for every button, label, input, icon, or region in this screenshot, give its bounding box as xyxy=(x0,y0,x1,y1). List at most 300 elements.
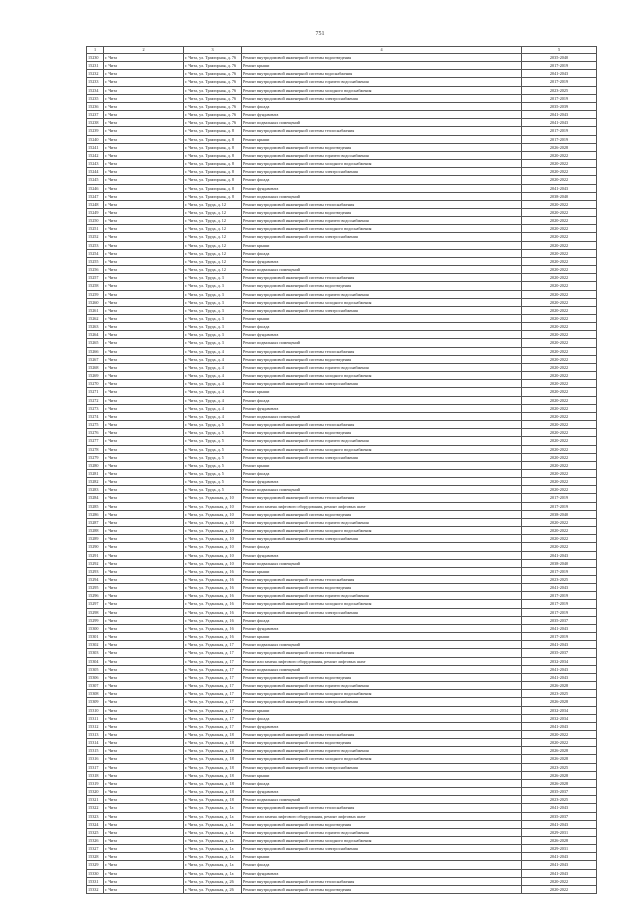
row-number-cell: 15306 xyxy=(87,673,104,681)
planned-period-cell: 2020-2022 xyxy=(522,151,597,159)
row-number-cell: 15290 xyxy=(87,543,104,551)
table-row xyxy=(87,551,597,559)
address-cell: г. Чита, ул. Труда, д. 12 xyxy=(184,208,242,216)
row-number-cell: 15324 xyxy=(87,820,104,828)
municipality-cell: г. Чита xyxy=(104,184,184,192)
address-cell: г. Чита, ул. Угданская, д. 18 xyxy=(184,730,242,738)
address-cell: г. Чита, ул. Угданская, д. 1а xyxy=(184,820,242,828)
work-type-cell: Ремонт внутридомовой инженерной системы холодного водоснабжения xyxy=(242,755,522,763)
address-cell: г. Чита, ул. Тракторная, д. 76 xyxy=(184,54,242,62)
work-type-cell: Ремонт внутридомовой инженерной системы теплоснабжения xyxy=(242,127,522,135)
municipality-cell: г. Чита xyxy=(104,730,184,738)
row-number-cell: 15265 xyxy=(87,339,104,347)
work-type-cell: Ремонт внутридомовой инженерной системы водоотведения xyxy=(242,510,522,518)
planned-period-cell: 2026-2028 xyxy=(522,837,597,845)
work-type-cell: Ремонт фундамента xyxy=(242,331,522,339)
table-row xyxy=(87,241,597,249)
work-type-cell: Ремонт внутридомовой инженерной системы водоотведения xyxy=(242,282,522,290)
row-number-cell: 15329 xyxy=(87,861,104,869)
municipality-cell: г. Чита xyxy=(104,421,184,429)
work-type-cell: Ремонт внутридомовой инженерной системы холодного водоснабжения xyxy=(242,600,522,608)
row-number-cell: 15328 xyxy=(87,853,104,861)
municipality-cell: г. Чита xyxy=(104,478,184,486)
row-number-cell: 15282 xyxy=(87,478,104,486)
address-cell: г. Чита, ул. Угданская, д. 10 xyxy=(184,535,242,543)
row-number-cell: 15255 xyxy=(87,257,104,265)
work-type-cell: Ремонт внутридомовой инженерной системы водоотведения xyxy=(242,143,522,151)
work-type-cell: Ремонт внутридомовой инженерной системы электроснабжения xyxy=(242,763,522,771)
row-number-cell: 15316 xyxy=(87,755,104,763)
planned-period-cell: 2032-2034 xyxy=(522,706,597,714)
municipality-cell: г. Чита xyxy=(104,176,184,184)
planned-period-cell: 2017-2019 xyxy=(522,494,597,502)
table-row xyxy=(87,160,597,168)
municipality-cell: г. Чита xyxy=(104,820,184,828)
address-cell: г. Чита, ул. Тракторная, д. 8 xyxy=(184,176,242,184)
planned-period-cell: 2020-2022 xyxy=(522,388,597,396)
planned-period-cell: 2023-2025 xyxy=(522,763,597,771)
work-type-cell: Ремонт фундамента xyxy=(242,478,522,486)
address-cell: г. Чита, ул. Труда, д. 3 xyxy=(184,290,242,298)
planned-period-cell: 2041-2043 xyxy=(522,184,597,192)
planned-period-cell: 2020-2022 xyxy=(522,461,597,469)
municipality-cell: г. Чита xyxy=(104,437,184,445)
work-type-cell: Ремонт фундамента xyxy=(242,624,522,632)
table-row xyxy=(87,184,597,192)
planned-period-cell: 2017-2019 xyxy=(522,633,597,641)
row-number-cell: 15332 xyxy=(87,885,104,893)
row-number-cell: 15283 xyxy=(87,486,104,494)
planned-period-cell: 2041-2043 xyxy=(522,869,597,877)
address-cell: г. Чита, ул. Труда, д. 3 xyxy=(184,323,242,331)
address-cell: г. Чита, ул. Труда, д. 12 xyxy=(184,217,242,225)
municipality-cell: г. Чита xyxy=(104,665,184,673)
municipality-cell: г. Чита xyxy=(104,877,184,885)
municipality-cell: г. Чита xyxy=(104,633,184,641)
planned-period-cell: 2038-2040 xyxy=(522,192,597,200)
municipality-cell: г. Чита xyxy=(104,78,184,86)
table-row xyxy=(87,559,597,567)
row-number-cell: 15253 xyxy=(87,241,104,249)
work-type-cell: Ремонт внутридомовой инженерной системы холодного водоснабжения xyxy=(242,837,522,845)
row-number-cell: 15303 xyxy=(87,649,104,657)
work-type-cell: Ремонт крыши xyxy=(242,771,522,779)
address-cell: г. Чита, ул. Труда, д. 4 xyxy=(184,380,242,388)
planned-period-cell: 2041-2043 xyxy=(522,820,597,828)
row-number-cell: 15256 xyxy=(87,266,104,274)
row-number-cell: 15264 xyxy=(87,331,104,339)
work-type-cell: Ремонт внутридомовой инженерной системы холодного водоснабжения xyxy=(242,690,522,698)
planned-period-cell: 2035-2037 xyxy=(522,649,597,657)
row-number-cell: 15312 xyxy=(87,722,104,730)
address-cell: г. Чита, ул. Угданская, д. 17 xyxy=(184,690,242,698)
planned-period-cell: 2020-2022 xyxy=(522,429,597,437)
table-row xyxy=(87,461,597,469)
table-row xyxy=(87,722,597,730)
table-row xyxy=(87,567,597,575)
row-number-cell: 15308 xyxy=(87,690,104,698)
table-row xyxy=(87,347,597,355)
address-cell: г. Чита, ул. Угданская, д. 17 xyxy=(184,722,242,730)
table-row xyxy=(87,747,597,755)
planned-period-cell: 2020-2022 xyxy=(522,323,597,331)
row-number-cell: 15286 xyxy=(87,510,104,518)
address-cell: г. Чита, ул. Труда, д. 12 xyxy=(184,257,242,265)
municipality-cell: г. Чита xyxy=(104,592,184,600)
municipality-cell: г. Чита xyxy=(104,388,184,396)
table-row xyxy=(87,624,597,632)
address-cell: г. Чита, ул. Тракторная, д. 76 xyxy=(184,62,242,70)
municipality-cell: г. Чита xyxy=(104,739,184,747)
work-type-cell: Ремонт внутридомовой инженерной системы горячего водоснабжения xyxy=(242,151,522,159)
work-type-cell: Ремонт внутридомовой инженерной системы водоснабжения xyxy=(242,70,522,78)
address-cell: г. Чита, ул. Тракторная, д. 8 xyxy=(184,135,242,143)
address-cell: г. Чита, ул. Угданская, д. 16 xyxy=(184,600,242,608)
municipality-cell: г. Чита xyxy=(104,363,184,371)
table-row xyxy=(87,355,597,363)
municipality-cell: г. Чита xyxy=(104,804,184,812)
planned-period-cell: 2035-2039 xyxy=(522,102,597,110)
address-cell: г. Чита, ул. Тракторная, д. 76 xyxy=(184,102,242,110)
row-number-cell: 15294 xyxy=(87,576,104,584)
table-row xyxy=(87,388,597,396)
work-type-cell: Ремонт фундамента xyxy=(242,184,522,192)
work-type-cell: Ремонт внутридомовой инженерной системы электроснабжения xyxy=(242,698,522,706)
planned-period-cell: 2017-2019 xyxy=(522,127,597,135)
work-type-cell: Ремонт внутридомовой инженерной системы теплоснабжения xyxy=(242,877,522,885)
address-cell: г. Чита, ул. Тракторная, д. 76 xyxy=(184,94,242,102)
table-row xyxy=(87,714,597,722)
municipality-cell: г. Чита xyxy=(104,494,184,502)
address-cell: г. Чита, ул. Труда, д. 4 xyxy=(184,404,242,412)
row-number-cell: 15300 xyxy=(87,624,104,632)
planned-period-cell: 2020-2022 xyxy=(522,469,597,477)
row-number-cell: 15287 xyxy=(87,518,104,526)
table-row xyxy=(87,151,597,159)
planned-period-cell: 2020-2022 xyxy=(522,241,597,249)
planned-period-cell: 2041-2043 xyxy=(522,70,597,78)
address-cell: г. Чита, ул. Угданская, д. 16 xyxy=(184,592,242,600)
table-row xyxy=(87,608,597,616)
municipality-cell: г. Чита xyxy=(104,315,184,323)
planned-period-cell: 2023-2025 xyxy=(522,796,597,804)
table-row xyxy=(87,820,597,828)
table-row xyxy=(87,445,597,453)
table-row xyxy=(87,257,597,265)
table-row xyxy=(87,363,597,371)
address-cell: г. Чита, ул. Тракторная, д. 8 xyxy=(184,151,242,159)
municipality-cell: г. Чита xyxy=(104,331,184,339)
address-cell: г. Чита, ул. Тракторная, д. 76 xyxy=(184,86,242,94)
address-cell: г. Чита, ул. Труда, д. 4 xyxy=(184,372,242,380)
planned-period-cell: 2020-2022 xyxy=(522,730,597,738)
row-number-cell: 15238 xyxy=(87,119,104,127)
planned-period-cell: 2020-2022 xyxy=(522,298,597,306)
address-cell: г. Чита, ул. Угданская, д. 26 xyxy=(184,885,242,893)
row-number-cell: 15317 xyxy=(87,763,104,771)
table-row xyxy=(87,62,597,70)
planned-period-cell: 2020-2022 xyxy=(522,339,597,347)
work-type-cell: Ремонт фасада xyxy=(242,323,522,331)
table-row xyxy=(87,518,597,526)
planned-period-cell: 2020-2022 xyxy=(522,527,597,535)
table-row xyxy=(87,543,597,551)
planned-period-cell: 2041-2043 xyxy=(522,861,597,869)
row-number-cell: 15267 xyxy=(87,355,104,363)
planned-period-cell: 2020-2022 xyxy=(522,315,597,323)
work-type-cell: Ремонт внутридомовой инженерной системы водоотведения xyxy=(242,739,522,747)
municipality-cell: г. Чита xyxy=(104,706,184,714)
municipality-cell: г. Чита xyxy=(104,837,184,845)
planned-period-cell: 2026-2028 xyxy=(522,143,597,151)
table-row xyxy=(87,779,597,787)
address-cell: г. Чита, ул. Труда, д. 3 xyxy=(184,282,242,290)
row-number-cell: 15250 xyxy=(87,217,104,225)
work-type-cell: Ремонт фасада xyxy=(242,861,522,869)
planned-period-cell: 2020-2022 xyxy=(522,274,597,282)
municipality-cell: г. Чита xyxy=(104,54,184,62)
table-row xyxy=(87,119,597,127)
table-row xyxy=(87,111,597,119)
row-number-cell: 15330 xyxy=(87,869,104,877)
table-row xyxy=(87,249,597,257)
municipality-cell: г. Чита xyxy=(104,143,184,151)
address-cell: г. Чита, ул. Угданская, д. 16 xyxy=(184,608,242,616)
address-cell: г. Чита, ул. Труда, д. 4 xyxy=(184,396,242,404)
address-cell: г. Чита, ул. Труда, д. 12 xyxy=(184,233,242,241)
address-cell: г. Чита, ул. Угданская, д. 1а xyxy=(184,845,242,853)
table-row xyxy=(87,86,597,94)
work-type-cell: Ремонт внутридомовой инженерной системы горячего водоснабжения xyxy=(242,747,522,755)
row-number-cell: 15248 xyxy=(87,200,104,208)
address-cell: г. Чита, ул. Угданская, д. 18 xyxy=(184,763,242,771)
municipality-cell: г. Чита xyxy=(104,853,184,861)
table-row xyxy=(87,845,597,853)
row-number-cell: 15279 xyxy=(87,453,104,461)
work-type-cell: Ремонт внутридомовой инженерной системы холодного водоснабжения xyxy=(242,527,522,535)
planned-period-cell: 2020-2022 xyxy=(522,380,597,388)
address-cell: г. Чита, ул. Угданская, д. 17 xyxy=(184,673,242,681)
address-cell: г. Чита, ул. Труда, д. 3 xyxy=(184,331,242,339)
work-type-cell: Ремонт внутридомовой инженерной системы теплоснабжения xyxy=(242,274,522,282)
municipality-cell: г. Чита xyxy=(104,796,184,804)
work-type-cell: Ремонт подвальных помещений xyxy=(242,559,522,567)
table-row xyxy=(87,266,597,274)
row-number-cell: 15278 xyxy=(87,445,104,453)
row-number-cell: 15296 xyxy=(87,592,104,600)
work-type-cell: Ремонт или замена лифтового оборудования, ремонт лифтовых шахт xyxy=(242,812,522,820)
municipality-cell: г. Чита xyxy=(104,192,184,200)
row-number-cell: 15231 xyxy=(87,62,104,70)
work-type-cell: Ремонт внутридомовой инженерной системы водоотведения xyxy=(242,584,522,592)
table-row xyxy=(87,282,597,290)
table-row xyxy=(87,94,597,102)
municipality-cell: г. Чита xyxy=(104,380,184,388)
planned-period-cell: 2041-2043 xyxy=(522,624,597,632)
work-type-cell: Ремонт внутридомовой инженерной системы теплоснабжения xyxy=(242,200,522,208)
row-number-cell: 15275 xyxy=(87,421,104,429)
municipality-cell: г. Чита xyxy=(104,869,184,877)
work-type-cell: Ремонт внутридомовой инженерной системы холодного водоснабжения xyxy=(242,160,522,168)
municipality-cell: г. Чита xyxy=(104,160,184,168)
municipality-cell: г. Чита xyxy=(104,306,184,314)
address-cell: г. Чита, ул. Угданская, д. 18 xyxy=(184,771,242,779)
work-type-cell: Ремонт внутридомовой инженерной системы электроснабжения xyxy=(242,380,522,388)
work-type-cell: Ремонт фасада xyxy=(242,102,522,110)
address-cell: г. Чита, ул. Угданская, д. 17 xyxy=(184,657,242,665)
municipality-cell: г. Чита xyxy=(104,551,184,559)
address-cell: г. Чита, ул. Угданская, д. 17 xyxy=(184,714,242,722)
planned-period-cell: 2035-2037 xyxy=(522,788,597,796)
row-number-cell: 15268 xyxy=(87,363,104,371)
row-number-cell: 15289 xyxy=(87,535,104,543)
row-number-cell: 15240 xyxy=(87,135,104,143)
work-type-cell: Ремонт внутридомовой инженерной системы электроснабжения xyxy=(242,306,522,314)
municipality-cell: г. Чита xyxy=(104,168,184,176)
row-number-cell: 15305 xyxy=(87,665,104,673)
municipality-cell: г. Чита xyxy=(104,527,184,535)
address-cell: г. Чита, ул. Угданская, д. 16 xyxy=(184,576,242,584)
municipality-cell: г. Чита xyxy=(104,543,184,551)
address-cell: г. Чита, ул. Труда, д. 12 xyxy=(184,266,242,274)
work-type-cell: Ремонт внутридомовой инженерной системы электроснабжения xyxy=(242,94,522,102)
municipality-cell: г. Чита xyxy=(104,755,184,763)
address-cell: г. Чита, ул. Угданская, д. 18 xyxy=(184,739,242,747)
address-cell: г. Чита, ул. Угданская, д. 17 xyxy=(184,641,242,649)
municipality-cell: г. Чита xyxy=(104,127,184,135)
address-cell: г. Чита, ул. Труда, д. 5 xyxy=(184,437,242,445)
planned-period-cell: 2020-2022 xyxy=(522,404,597,412)
table-row xyxy=(87,208,597,216)
address-cell: г. Чита, ул. Угданская, д. 18 xyxy=(184,747,242,755)
work-type-cell: Ремонт или замена лифтового оборудования, ремонт лифтовых шахт xyxy=(242,657,522,665)
municipality-cell: г. Чита xyxy=(104,217,184,225)
municipality-cell: г. Чита xyxy=(104,576,184,584)
address-cell: г. Чита, ул. Угданская, д. 16 xyxy=(184,584,242,592)
work-type-cell: Ремонт внутридомовой инженерной системы теплоснабжения xyxy=(242,347,522,355)
municipality-cell: г. Чита xyxy=(104,885,184,893)
work-type-cell: Ремонт фундамента xyxy=(242,869,522,877)
work-type-cell: Ремонт внутридомовой инженерной системы электроснабжения xyxy=(242,535,522,543)
table-row xyxy=(87,592,597,600)
planned-period-cell: 2029-2031 xyxy=(522,845,597,853)
row-number-cell: 15284 xyxy=(87,494,104,502)
work-type-cell: Ремонт внутридомовой инженерной системы электроснабжения xyxy=(242,453,522,461)
address-cell: г. Чита, ул. Угданская, д. 17 xyxy=(184,698,242,706)
work-type-cell: Ремонт фундамента xyxy=(242,551,522,559)
address-cell: г. Чита, ул. Тракторная, д. 8 xyxy=(184,168,242,176)
work-type-cell: Ремонт внутридомовой инженерной системы горячего водоснабжения xyxy=(242,290,522,298)
work-type-cell: Ремонт внутридомовой инженерной системы электроснабжения xyxy=(242,233,522,241)
planned-period-cell: 2041-2043 xyxy=(522,673,597,681)
planned-period-cell: 2020-2022 xyxy=(522,453,597,461)
planned-period-cell: 2017-2019 xyxy=(522,62,597,70)
row-number-cell: 15311 xyxy=(87,714,104,722)
table-row xyxy=(87,706,597,714)
table-row xyxy=(87,796,597,804)
table-row xyxy=(87,698,597,706)
planned-period-cell: 2026-2028 xyxy=(522,779,597,787)
address-cell: г. Чита, ул. Тракторная, д. 8 xyxy=(184,160,242,168)
planned-period-cell: 2032-2034 xyxy=(522,657,597,665)
row-number-cell: 15234 xyxy=(87,86,104,94)
work-type-cell: Ремонт внутридомовой инженерной системы теплоснабжения xyxy=(242,649,522,657)
table-row xyxy=(87,200,597,208)
address-cell: г. Чита, ул. Труда, д. 5 xyxy=(184,429,242,437)
row-number-cell: 15314 xyxy=(87,739,104,747)
planned-period-cell: 2020-2022 xyxy=(522,233,597,241)
table-row xyxy=(87,192,597,200)
planned-period-cell: 2023-2025 xyxy=(522,576,597,584)
planned-period-cell: 2020-2022 xyxy=(522,290,597,298)
planned-period-cell: 2035-2037 xyxy=(522,616,597,624)
row-number-cell: 15235 xyxy=(87,94,104,102)
table-row xyxy=(87,665,597,673)
address-cell: г. Чита, ул. Труда, д. 12 xyxy=(184,200,242,208)
address-cell: г. Чита, ул. Труда, д. 4 xyxy=(184,388,242,396)
address-cell: г. Чита, ул. Угданская, д. 18 xyxy=(184,755,242,763)
municipality-cell: г. Чита xyxy=(104,102,184,110)
row-number-cell: 15233 xyxy=(87,78,104,86)
row-number-cell: 15276 xyxy=(87,429,104,437)
municipality-cell: г. Чита xyxy=(104,282,184,290)
table-row xyxy=(87,469,597,477)
work-type-cell: Ремонт фасада xyxy=(242,543,522,551)
work-type-cell: Ремонт крыши xyxy=(242,461,522,469)
planned-period-cell: 2020-2022 xyxy=(522,168,597,176)
row-number-cell: 15244 xyxy=(87,168,104,176)
municipality-cell: г. Чита xyxy=(104,135,184,143)
row-number-cell: 15293 xyxy=(87,567,104,575)
work-type-cell: Ремонт внутридомовой инженерной системы горячего водоснабжения xyxy=(242,217,522,225)
address-cell: г. Чита, ул. Угданская, д. 16 xyxy=(184,567,242,575)
planned-period-cell: 2023-2025 xyxy=(522,86,597,94)
table-row xyxy=(87,690,597,698)
municipality-cell: г. Чита xyxy=(104,486,184,494)
address-cell: г. Чита, ул. Угданская, д. 10 xyxy=(184,559,242,567)
row-number-cell: 15320 xyxy=(87,788,104,796)
table-row xyxy=(87,290,597,298)
planned-period-cell: 2020-2022 xyxy=(522,486,597,494)
planned-period-cell: 2020-2022 xyxy=(522,160,597,168)
table-row xyxy=(87,274,597,282)
address-cell: г. Чита, ул. Труда, д. 3 xyxy=(184,306,242,314)
planned-period-cell: 2020-2022 xyxy=(522,372,597,380)
work-type-cell: Ремонт крыши xyxy=(242,567,522,575)
work-type-cell: Ремонт внутридомовой инженерной системы электроснабжения xyxy=(242,608,522,616)
planned-period-cell: 2017-2019 xyxy=(522,600,597,608)
planned-period-cell: 2020-2022 xyxy=(522,306,597,314)
table-row xyxy=(87,510,597,518)
planned-period-cell: 2035-2040 xyxy=(522,54,597,62)
row-number-cell: 15242 xyxy=(87,151,104,159)
municipality-cell: г. Чита xyxy=(104,355,184,363)
table-row xyxy=(87,527,597,535)
municipality-cell: г. Чита xyxy=(104,714,184,722)
work-type-cell: Ремонт внутридомовой инженерной системы горячего водоснабжения xyxy=(242,828,522,836)
capital-repair-register-table xyxy=(86,46,597,894)
municipality-cell: г. Чита xyxy=(104,641,184,649)
table-row xyxy=(87,641,597,649)
table-row xyxy=(87,225,597,233)
table-row xyxy=(87,486,597,494)
row-number-cell: 15273 xyxy=(87,404,104,412)
municipality-cell: г. Чита xyxy=(104,567,184,575)
planned-period-cell: 2032-2034 xyxy=(522,714,597,722)
table-row xyxy=(87,437,597,445)
table-row xyxy=(87,494,597,502)
municipality-cell: г. Чита xyxy=(104,445,184,453)
